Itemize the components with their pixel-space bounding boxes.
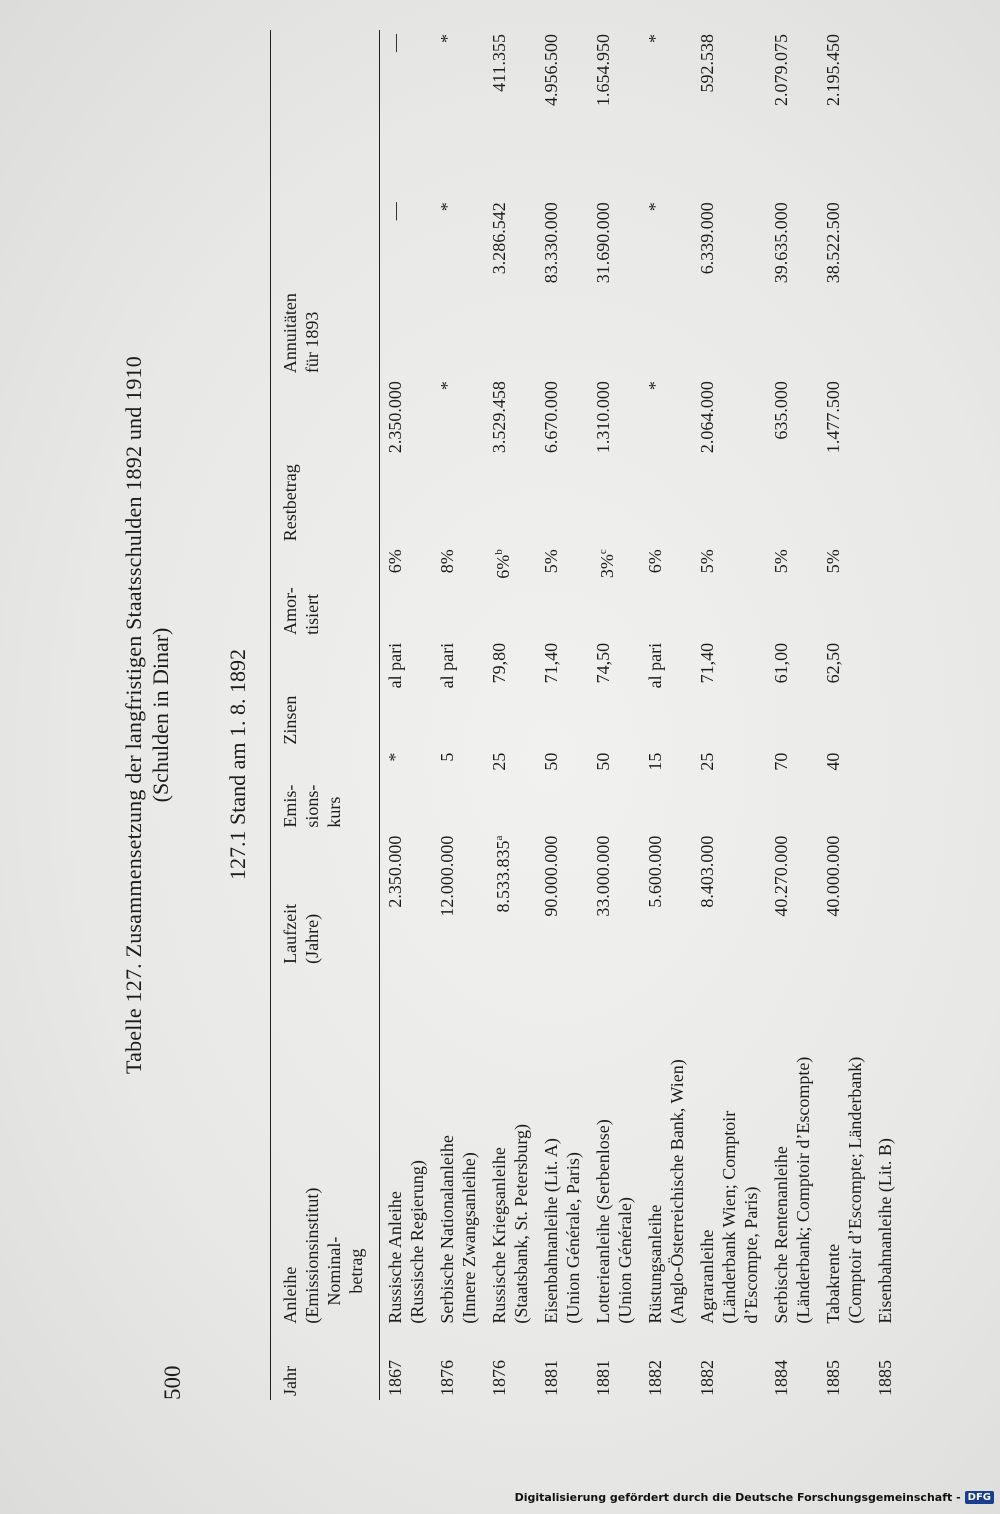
cell-emissionskurs: 50 — [593, 752, 613, 771]
cell-last: 4.956.500 — [541, 34, 561, 106]
dfg-logo: DFG — [965, 1491, 994, 1504]
page-number: 500 — [160, 1365, 185, 1400]
cell-zinsen: al pari — [645, 642, 665, 689]
cell-year: 1885 — [875, 1360, 895, 1396]
cell-emissionskurs: * — [385, 752, 405, 762]
cell-anleihe: Russische Anleihe (Russische Regierung) — [385, 1160, 427, 1324]
cell-year: 1881 — [541, 1360, 561, 1396]
cell-year: 1876 — [437, 1360, 457, 1396]
cell-zinsen: al pari — [385, 642, 405, 689]
cell-amortisiert: 3%$^c$ — [597, 549, 617, 579]
cell-amortisiert: 5% — [823, 549, 843, 574]
cell-laufzeit: 8.533.835$^a$ — [493, 835, 513, 913]
cell-anleihe: Eisenbahnanleihe (Lit. B) — [875, 1138, 895, 1324]
cell-last: 592.538 — [697, 34, 717, 93]
cell-zinsen: 61,00 — [771, 642, 791, 684]
cell-annuitaeten: * — [645, 202, 665, 212]
header-emissionskurs: Emis- sions- kurs — [280, 784, 344, 828]
table-row — [692, 30, 766, 1400]
cell-emissionskurs: 50 — [541, 752, 561, 771]
cell-anleihe: Russische Kriegsanleihe (Staatsbank, St. Petersburg) — [489, 1123, 531, 1324]
cell-emissionskurs: 25 — [697, 752, 717, 771]
table-row — [766, 30, 818, 1400]
cell-annuitaeten: 3.286.542 — [489, 202, 509, 275]
cell-restbetrag: 3.529.458 — [489, 381, 509, 454]
cell-annuitaeten: * — [437, 202, 457, 212]
table-title: Tabelle 127. Zusammensetzung der langfristigen Staatsschulden 1892 und 1910 — [121, 356, 146, 1074]
cell-laufzeit: 90.000.000 — [541, 835, 561, 917]
cell-emissionskurs — [870, 749, 900, 832]
cell-annuitaeten: 83.330.000 — [541, 202, 561, 284]
cell-restbetrag: 2.064.000 — [697, 381, 717, 454]
cell-restbetrag — [870, 377, 900, 545]
cell-zinsen: 62,50 — [823, 642, 843, 684]
cell-year: 1885 — [823, 1360, 843, 1396]
cell-anleihe: Serbische Nationalanleihe (Innere Zwangsanleihe) — [437, 1135, 479, 1324]
cell-anleihe: Serbische Rentenanleihe (Länderbank; Comptoir d’Escompte) — [771, 1056, 813, 1324]
table-row — [870, 30, 900, 1400]
cell-emissionskurs: 40 — [823, 752, 843, 771]
header-amortisiert: Amor- tisiert — [280, 587, 322, 635]
header-zinsen: Zinsen — [280, 695, 300, 745]
cell-restbetrag: * — [645, 381, 665, 391]
table-row — [588, 30, 640, 1400]
cell-annuitaeten: 39.635.000 — [771, 202, 791, 284]
cell-anleihe: Tabakrente (Comptoir d’Escompte; Länderbank) — [823, 1056, 865, 1324]
cell-annuitaeten: 6.339.000 — [697, 202, 717, 275]
cell-year: 1876 — [489, 1360, 509, 1396]
cell-restbetrag: * — [437, 381, 457, 391]
cell-emissionskurs: 15 — [645, 752, 665, 771]
table-row — [536, 30, 588, 1400]
cell-last — [870, 30, 900, 198]
cell-zinsen: 74,50 — [593, 642, 613, 684]
cell-laufzeit: 2.350.000 — [385, 835, 405, 908]
cell-year: 1882 — [645, 1360, 665, 1396]
cell-last: 2.079.075 — [771, 34, 791, 106]
header-anleihe: Anleihe (Emissionsinstitut) Nominal- betrag — [280, 1187, 366, 1324]
cell-laufzeit: 33.000.000 — [593, 835, 613, 917]
cell-laufzeit: 40.000.000 — [823, 835, 843, 917]
cell-year: 1881 — [593, 1360, 613, 1396]
cell-emissionskurs: 25 — [489, 752, 509, 771]
cell-year: 1882 — [697, 1360, 717, 1396]
cell-annuitaeten — [870, 198, 900, 377]
cell-amortisiert: 6%$^b$ — [493, 549, 513, 579]
cell-last: 2.195.450 — [823, 34, 843, 106]
cell-amortisiert: 6% — [385, 549, 405, 574]
cell-zinsen: al pari — [437, 642, 457, 689]
cell-anleihe: Lotterieanleihe (Serbenlose) (Union Générale) — [593, 1119, 635, 1324]
table-header-row — [271, 30, 380, 1400]
digitization-credit: Digitalisierung gefördert durch die Deutsche Forschungsgemeinschaft - DFG — [515, 1491, 994, 1504]
cell-year: 1867 — [385, 1360, 405, 1396]
cell-zinsen: 79,80 — [489, 642, 509, 684]
cell-laufzeit: 40.270.000 — [771, 835, 791, 917]
header-laufzeit: Laufzeit (Jahre) — [280, 903, 322, 964]
cell-amortisiert — [870, 545, 900, 639]
cell-restbetrag: 1.477.500 — [823, 381, 843, 454]
cell-zinsen: 71,40 — [541, 642, 561, 684]
cell-annuitaeten: — — [385, 202, 405, 221]
header-blank — [271, 30, 380, 198]
header-annuitaeten: Annuitäten für 1893 — [280, 293, 322, 374]
cell-zinsen: 71,40 — [697, 642, 717, 684]
rotated-page-content — [120, 30, 940, 1400]
table-row — [484, 30, 536, 1400]
title-block — [120, 30, 174, 1400]
cell-restbetrag: 1.310.000 — [593, 381, 613, 454]
cell-amortisiert: 8% — [437, 549, 457, 574]
debts-table — [270, 30, 900, 1400]
cell-last: 1.654.950 — [593, 34, 613, 106]
cell-amortisiert: 5% — [541, 549, 561, 574]
cell-last: 411.355 — [489, 34, 509, 92]
cell-last: * — [437, 34, 457, 43]
cell-restbetrag: 635.000 — [771, 381, 791, 440]
table-row — [818, 30, 870, 1400]
cell-zinsen — [870, 639, 900, 749]
cell-anleihe: Agraranleihe (Länderbank Wien; Comptoir d’Escompte, Paris) — [697, 1110, 761, 1324]
cell-restbetrag: 6.670.000 — [541, 381, 561, 454]
cell-anleihe: Rüstungsanleihe (Anglo-Österreichische Bank, Wien) — [645, 1059, 687, 1324]
cell-restbetrag: 2.350.000 — [385, 381, 405, 454]
header-restbetrag: Restbetrag — [280, 464, 300, 542]
section-heading: 127.1 Stand am 1. 8. 1892 — [225, 649, 250, 880]
cell-amortisiert: 6% — [645, 549, 665, 574]
header-jahr: Jahr — [280, 1366, 300, 1396]
cell-anleihe: Eisenbahnanleihe (Lit. A) (Union Générale, Paris) — [541, 1138, 583, 1324]
cell-annuitaeten: 31.690.000 — [593, 202, 613, 284]
cell-laufzeit — [870, 832, 900, 968]
cell-amortisiert: 5% — [771, 549, 791, 574]
cell-year: 1884 — [771, 1360, 791, 1396]
table-row — [640, 30, 692, 1400]
table-row — [432, 30, 484, 1400]
cell-emissionskurs: 70 — [771, 752, 791, 771]
table-subtitle: (Schulden in Dinar) — [148, 627, 173, 803]
cell-amortisiert: 5% — [697, 549, 717, 574]
cell-laufzeit: 5.600.000 — [645, 835, 665, 908]
cell-laufzeit: 12.000.000 — [437, 835, 457, 917]
cell-last: — — [385, 34, 405, 52]
cell-emissionskurs: 5 — [437, 752, 457, 762]
cell-last: * — [645, 34, 665, 43]
cell-annuitaeten: 38.522.500 — [823, 202, 843, 284]
cell-laufzeit: 8.403.000 — [697, 835, 717, 908]
table-row — [380, 30, 433, 1400]
